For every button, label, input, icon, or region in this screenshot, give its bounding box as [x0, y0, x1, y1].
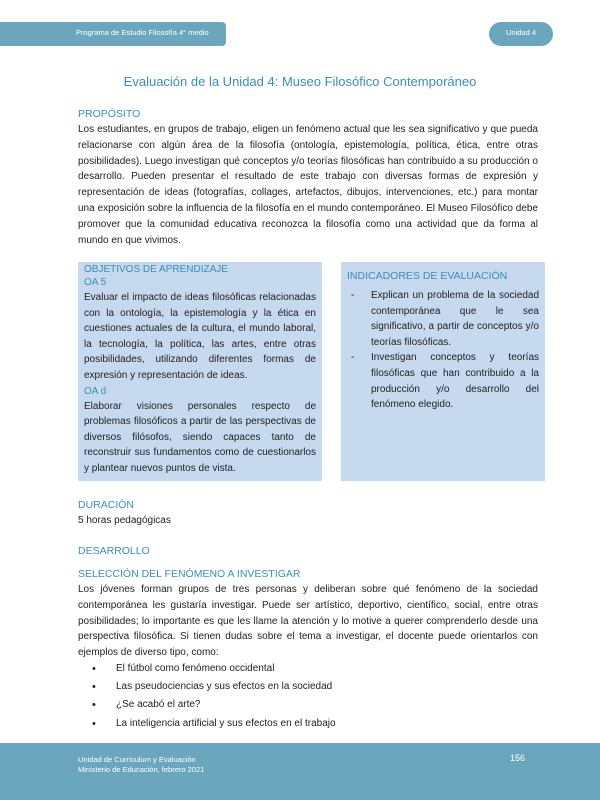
desarrollo-text: Los jóvenes forman grupos de tres personas y deliberan sobre qué fenómeno de la sociedad contemporánea les gustaría investigar. Puede ser artístico, deportivo, científico, social, entre otras posibilidades; lo importante es que les llame la atención y lo motive a querer comprenderlo desde una perspectiva filosófica. Si tienen dudas sobre el tema a investigar, el docente puede orientarlos con ejemplos de diverso tipo, como: — [78, 584, 538, 659]
footer-ministry: Ministerio de Educación, febrero 2021 — [78, 765, 205, 774]
example-item: • El fútbol como fenómeno occidental — [92, 660, 336, 678]
header-program-bar — [0, 22, 226, 46]
page-footer — [0, 743, 600, 800]
oad-label: OA d — [84, 385, 107, 397]
objetivos-box — [78, 262, 322, 481]
indicador-item: - Investigan conceptos y teorías filosóficas que han contribuido a la producción y/o desarrollo del fenómeno elegido. — [347, 350, 539, 412]
indicadores-list — [347, 288, 539, 413]
duracion-heading: DURACIÓN — [78, 499, 135, 511]
example-item: • La inteligencia artificial y sus efectos en el trabajo — [92, 715, 336, 733]
unit-badge — [489, 22, 553, 46]
indicadores-heading: INDICADORES DE EVALUACIÓN — [347, 270, 508, 282]
unit-badge-label: Unidad 4 — [505, 28, 537, 37]
seleccion-heading: SELECCIÓN DEL FENÓMENO A INVESTIGAR — [78, 568, 301, 580]
page-title: Evaluación de la Unidad 4: Museo Filosófico Contemporáneo — [123, 74, 477, 89]
oa5-label: OA 5 — [84, 277, 107, 288]
desarrollo-heading: DESARROLLO — [78, 545, 150, 557]
indicadores-box — [341, 262, 545, 481]
oad-text: Elaborar visiones personales respecto de problemas filosóficos a partir de las perspectivas de diversos filósofos, siendo capaces tanto de reconstruir sus fundamentos como de cuestionarlos y plantear nuevos puntos de vista. — [84, 400, 316, 474]
proposito-text: Los estudiantes, en grupos de trabajo, eligen un fenómeno actual que les sea significativo y que pueda relacionarse con algún área de la filosofía (ontología, epistemología, política, ética, entre otras posibilidades). Luego investigan qué conceptos y/o teorías filosóficas han contribuido a su producción o desarrollo. Pueden presentar el resultado de este trabajo con diversas formas de expresión y representación de ideas (fotografías, collages, artefactos, dibujos, intervenciones, etc.) para montar una exposición sobre la influencia de la filosofía en el mundo contemporáneo. El Museo Filosófico debe promover que la comunidad educativa reconozca la filosofía como una actividad que da forma al mundo en que vivimos. — [78, 124, 538, 246]
oa5-text: Evaluar el impacto de ideas filosóficas relacionadas con la ontología, la epistemología y la ética en cuestiones actuales de la cultura, el mundo laboral, la tecnología, la política, las artes, entre otras posibilidades, utilizando diferentes formas de expresión y representación de ideas. — [84, 292, 316, 381]
example-item: • Las pseudociencias y sus efectos en la sociedad — [92, 678, 336, 696]
proposito-heading: PROPÓSITO — [78, 108, 141, 120]
page-number: 156 — [510, 753, 526, 763]
objetivos-heading: OBJETIVOS DE APRENDIZAJE — [84, 264, 228, 275]
example-item: • ¿Se acabó el arte? — [92, 696, 336, 714]
duracion-text: 5 horas pedagógicas — [78, 515, 171, 526]
header-program-title: Programa de Estudio Filosofía 4° medio — [76, 28, 209, 37]
examples-list — [92, 660, 336, 733]
footer-unit: Unidad de Currículum y Evaluación — [78, 755, 196, 764]
indicador-item: - Explican un problema de la sociedad contemporánea que le sea significativo, a partir de conceptos y/o teorías filosóficas. — [347, 288, 539, 350]
